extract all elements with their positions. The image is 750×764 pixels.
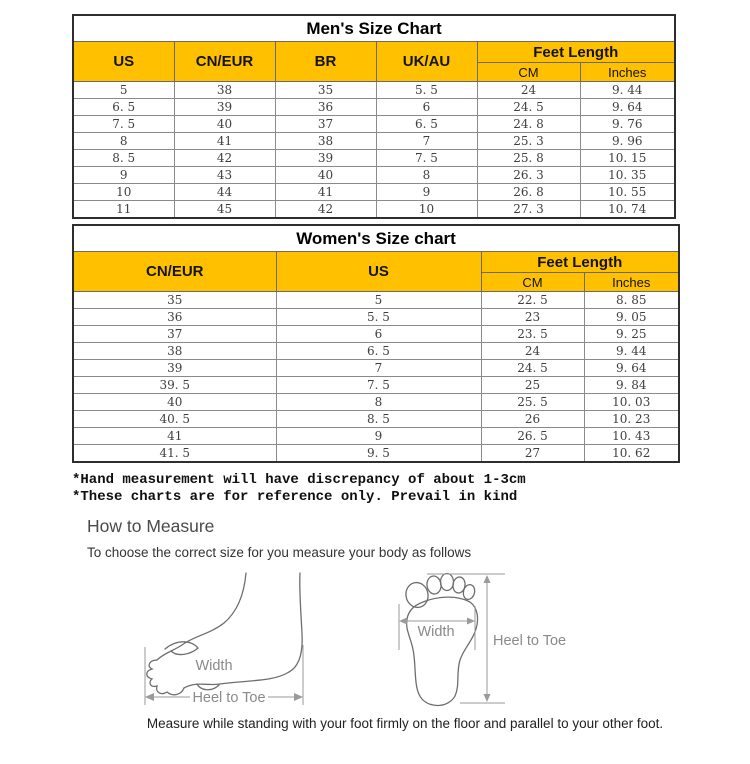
table-cell: 23 — [481, 309, 584, 326]
table-cell: 22. 5 — [481, 292, 584, 309]
table-cell: 26. 8 — [477, 184, 580, 201]
table-cell: 10. 55 — [580, 184, 675, 201]
table-cell: 8. 85 — [584, 292, 679, 309]
col-header-feet-length: Feet Length — [477, 42, 675, 63]
top-view-width-label: Width — [417, 624, 455, 640]
table-cell: 35 — [275, 82, 376, 99]
table-cell: 6. 5 — [276, 343, 481, 360]
table-cell: 6 — [376, 99, 477, 116]
table-cell: 27 — [481, 445, 584, 463]
table-cell: 7 — [276, 360, 481, 377]
col-header-cm: CM — [477, 63, 580, 82]
table-row — [73, 326, 679, 343]
table-cell: 9 — [73, 167, 174, 184]
table-cell: 8 — [73, 133, 174, 150]
col-header-us: US — [73, 42, 174, 82]
col-header-us: US — [276, 252, 481, 292]
foot-side-outline — [147, 573, 302, 695]
table-cell: 9. 84 — [584, 377, 679, 394]
table-row — [73, 150, 675, 167]
top-view-heel-to-toe-label: Heel to Toe — [493, 633, 567, 649]
table-row — [73, 99, 675, 116]
table-row — [73, 82, 675, 99]
table-cell: 40. 5 — [73, 411, 276, 428]
table-cell: 10. 74 — [580, 201, 675, 219]
note-line-1: *Hand measurement will have discrepancy of about 1-3cm — [72, 472, 526, 488]
table-cell: 6 — [276, 326, 481, 343]
table-cell: 42 — [174, 150, 275, 167]
table-cell: 10. 62 — [584, 445, 679, 463]
foot-side-view-diagram — [140, 570, 330, 710]
table-cell: 39 — [275, 150, 376, 167]
table-cell: 40 — [73, 394, 276, 411]
table-row — [73, 394, 679, 411]
table-cell: 43 — [174, 167, 275, 184]
table-cell: 9. 76 — [580, 116, 675, 133]
table-cell: 9 — [376, 184, 477, 201]
side-view-heel-to-toe-label: Heel to Toe — [192, 690, 266, 706]
table-cell: 39. 5 — [73, 377, 276, 394]
table-cell: 41 — [174, 133, 275, 150]
table-cell: 25. 8 — [477, 150, 580, 167]
col-header-feet-length: Feet Length — [481, 252, 679, 273]
table-cell: 6. 5 — [376, 116, 477, 133]
table-cell: 26. 3 — [477, 167, 580, 184]
table-cell: 10 — [376, 201, 477, 219]
table-cell: 41 — [275, 184, 376, 201]
col-header-cn-eur: CN/EUR — [174, 42, 275, 82]
table-row — [73, 360, 679, 377]
table-row — [73, 184, 675, 201]
table-cell: 44 — [174, 184, 275, 201]
how-to-measure-subtitle: To choose the correct size for you measure your body as follows — [87, 545, 472, 560]
table-cell: 24. 5 — [477, 99, 580, 116]
table-cell: 10. 23 — [584, 411, 679, 428]
how-to-measure-heading: How to Measure — [87, 516, 215, 536]
table-row — [73, 133, 675, 150]
table-cell: 40 — [275, 167, 376, 184]
table-cell: 9. 5 — [276, 445, 481, 463]
table-row — [73, 201, 675, 219]
mens-size-table — [72, 14, 676, 219]
table-cell: 24. 5 — [481, 360, 584, 377]
table-cell: 24 — [477, 82, 580, 99]
table-cell: 9. 25 — [584, 326, 679, 343]
womens-table-body — [73, 292, 679, 463]
foot-top-view-diagram — [390, 564, 640, 714]
table-cell: 41 — [73, 428, 276, 445]
table-cell: 41. 5 — [73, 445, 276, 463]
col-header-cn-eur: CN/EUR — [73, 252, 276, 292]
table-cell: 10. 43 — [584, 428, 679, 445]
table-cell: 39 — [73, 360, 276, 377]
table-cell: 5 — [276, 292, 481, 309]
table-cell: 26. 5 — [481, 428, 584, 445]
table-row — [73, 309, 679, 326]
table-cell: 7. 5 — [73, 116, 174, 133]
table-cell: 23. 5 — [481, 326, 584, 343]
table-cell: 27. 3 — [477, 201, 580, 219]
table-cell: 9. 44 — [580, 82, 675, 99]
table-cell: 10. 15 — [580, 150, 675, 167]
table-cell: 38 — [73, 343, 276, 360]
table-row — [73, 445, 679, 463]
table-cell: 8. 5 — [276, 411, 481, 428]
table-cell: 8 — [276, 394, 481, 411]
table-cell: 5 — [73, 82, 174, 99]
table-row — [73, 167, 675, 184]
table-cell: 25. 3 — [477, 133, 580, 150]
table-cell: 24. 8 — [477, 116, 580, 133]
womens-size-table — [72, 224, 680, 463]
table-cell: 38 — [174, 82, 275, 99]
table-cell: 25. 5 — [481, 394, 584, 411]
notes-block — [72, 472, 750, 506]
table-cell: 37 — [275, 116, 376, 133]
table-cell: 36 — [73, 309, 276, 326]
table-cell: 8. 5 — [73, 150, 174, 167]
measure-caption: Measure while standing with your foot firmly on the floor and parallel to your other foot. — [146, 716, 664, 731]
col-header-uk-au: UK/AU — [376, 42, 477, 82]
table-row — [73, 292, 679, 309]
col-header-br: BR — [275, 42, 376, 82]
table-cell: 9. 44 — [584, 343, 679, 360]
measurement-diagrams — [0, 566, 750, 712]
table-cell: 42 — [275, 201, 376, 219]
table-cell: 38 — [275, 133, 376, 150]
table-cell: 5. 5 — [276, 309, 481, 326]
table-row — [73, 343, 679, 360]
table-cell: 36 — [275, 99, 376, 116]
size-chart-page — [0, 14, 750, 764]
table-cell: 9. 96 — [580, 133, 675, 150]
side-view-width-label: Width — [195, 658, 233, 674]
table-cell: 11 — [73, 201, 174, 219]
table-cell: 8 — [376, 167, 477, 184]
table-cell: 39 — [174, 99, 275, 116]
womens-table-title: Women's Size chart — [73, 225, 679, 252]
table-cell: 26 — [481, 411, 584, 428]
table-cell: 24 — [481, 343, 584, 360]
table-cell: 5. 5 — [376, 82, 477, 99]
table-cell: 40 — [174, 116, 275, 133]
table-cell: 10. 03 — [584, 394, 679, 411]
table-row — [73, 116, 675, 133]
table-cell: 10. 35 — [580, 167, 675, 184]
table-cell: 10 — [73, 184, 174, 201]
table-cell: 7. 5 — [276, 377, 481, 394]
table-row — [73, 428, 679, 445]
mens-table-title: Men's Size Chart — [73, 15, 675, 42]
table-cell: 37 — [73, 326, 276, 343]
table-cell: 9 — [276, 428, 481, 445]
table-cell: 7. 5 — [376, 150, 477, 167]
col-header-cm: CM — [481, 273, 584, 292]
col-header-inches: Inches — [584, 273, 679, 292]
table-cell: 45 — [174, 201, 275, 219]
table-cell: 7 — [376, 133, 477, 150]
table-cell: 9. 64 — [584, 360, 679, 377]
table-cell: 6. 5 — [73, 99, 174, 116]
table-cell: 9. 05 — [584, 309, 679, 326]
table-row — [73, 377, 679, 394]
col-header-inches: Inches — [580, 63, 675, 82]
table-cell: 35 — [73, 292, 276, 309]
table-cell: 9. 64 — [580, 99, 675, 116]
note-line-2: *These charts are for reference only. Prevail in kind — [72, 489, 518, 505]
table-row — [73, 411, 679, 428]
table-cell: 25 — [481, 377, 584, 394]
mens-table-body — [73, 82, 675, 219]
